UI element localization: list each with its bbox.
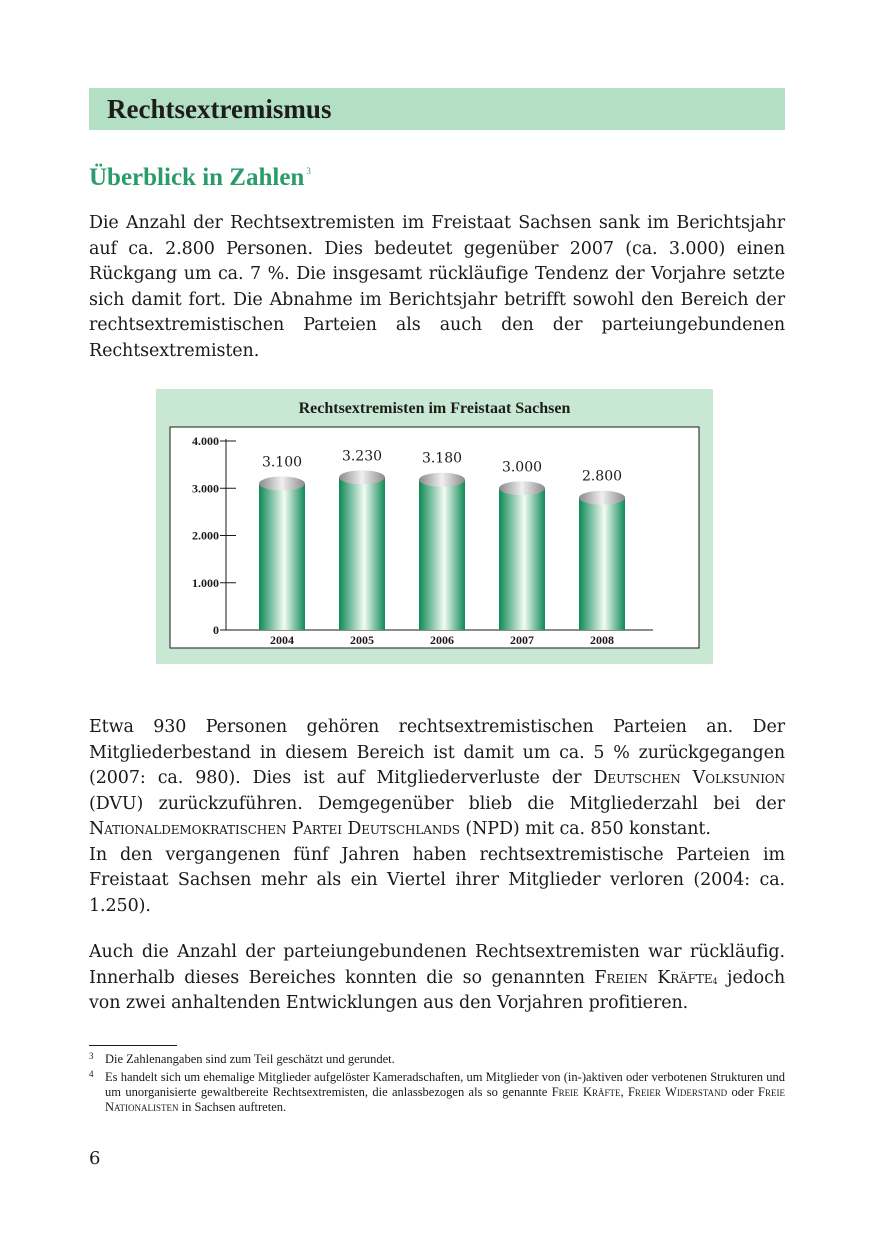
bar-cap-2004 bbox=[259, 477, 305, 491]
footnote-4-name-freier-widerstand: Freier Widerstand bbox=[627, 1085, 728, 1099]
bar-cap-2005 bbox=[339, 470, 385, 484]
footnote-ref-3: 3 bbox=[306, 166, 311, 176]
chart-container bbox=[156, 389, 713, 664]
paragraph-intro: Die Anzahl der Rechtsextremisten im Freistaat Sachsen sank im Berichtsjahr auf ca. 2.800 Personen. Dies bedeutet gegenüber 2007 (ca. 3.000) einen Rückgang um ca. 7 %. Die insgesamt rückläufige Tendenz der Vorjahre setzte sich damit fort. Die Abnahme im Berichtsjahr betrifft sowohl den Bereich der rechtsextremistischen Parteien als auch den der parteiungebundenen Rechtsextremisten. bbox=[89, 213, 785, 361]
bar-2004 bbox=[259, 484, 305, 630]
x-tick-label-2005: 2005 bbox=[350, 633, 374, 647]
chart-title: Rechtsextremisten im Freistaat Sachsen bbox=[298, 400, 571, 417]
footnote-4-text-b: in Sachsen auftreten. bbox=[178, 1100, 287, 1114]
bar-chart bbox=[156, 389, 713, 664]
footnote-3-number: 3 bbox=[89, 1051, 94, 1061]
footnote-4-sep1: , bbox=[620, 1085, 628, 1099]
bar-2005 bbox=[339, 477, 385, 630]
x-tick-label-2008: 2008 bbox=[590, 633, 614, 647]
subheading-text: Überblick in Zahlen bbox=[89, 164, 305, 191]
bar-value-label-2004: 3.100 bbox=[261, 454, 303, 471]
x-tick-label-2004: 2004 bbox=[270, 633, 294, 647]
y-tick-label-3000: 3.000 bbox=[192, 481, 219, 496]
y-tick-label-0: 0 bbox=[213, 623, 219, 637]
y-tick-label-2000: 2.000 bbox=[192, 528, 219, 543]
x-tick-label-2006: 2006 bbox=[430, 633, 454, 647]
bar-value-label-2006: 3.180 bbox=[421, 450, 463, 467]
x-tick-label-2007: 2007 bbox=[510, 633, 534, 647]
bar-value-label-2008: 2.800 bbox=[581, 468, 623, 485]
y-tick-label-4000: 4.000 bbox=[192, 434, 219, 448]
page-title: Rechtsextremismus bbox=[107, 93, 332, 124]
footnote-3-text: Die Zahlenangaben sind zum Teil geschätzt und gerundet. bbox=[105, 1052, 395, 1066]
footnote-4-name-freie-kraefte: Freie Kräfte bbox=[551, 1085, 621, 1099]
y-tick-label-1000: 1.000 bbox=[192, 575, 219, 590]
bar-2007 bbox=[499, 488, 545, 630]
paragraph-parties-text-b: (DVU) zurückzuführen. Demgegenüber blieb die Mitgliederzahl bei der bbox=[89, 793, 785, 814]
footnote-ref-4: 4 bbox=[712, 976, 718, 986]
bar-cap-2007 bbox=[499, 481, 545, 495]
footnote-4-name-freie-nationalisten: Freie Nationalisten bbox=[105, 1085, 785, 1114]
footnote-4-text bbox=[105, 1070, 785, 1115]
freie-kraefte-term: Freien Kräfte bbox=[594, 967, 713, 988]
paragraph-parties-text-c: (NPD) mit ca. 850 konstant. bbox=[459, 819, 711, 839]
paragraph-parties-text-a: Etwa 930 Personen gehören rechtsextremistischen Parteien an. Der Mitgliederbestand in diesem Bereich ist damit um ca. 5 % zurückgegangen (2007: ca. 980). Dies ist auf Mitgliederverluste der bbox=[89, 717, 785, 788]
bar-value-label-2005: 3.230 bbox=[341, 448, 383, 465]
dvu-name: Deutschen Volksunion bbox=[593, 768, 785, 788]
bar-value-label-2007: 3.000 bbox=[501, 459, 543, 476]
bar-2006 bbox=[419, 480, 465, 630]
footnote-4-sep2: oder bbox=[727, 1085, 759, 1099]
footnote-4-text-a: Es handelt sich um ehemalige Mitglieder aufgelöster Kameradschaften, um Mitglieder von (in-)aktiven oder verbotenen Strukturen und um unorganisierte gewaltbereite Rechtsextremisten, die anlassbezogen als so genannte bbox=[105, 1070, 785, 1099]
paragraph-parties-text-d: In den vergangenen fünf Jahren haben rechtsextremistische Parteien im Freistaat Sachsen mehr als ein Viertel ihrer Mitglieder verloren (2004: ca. 1.250). bbox=[89, 844, 785, 916]
footnote-4-number: 4 bbox=[89, 1069, 94, 1079]
paragraph-unaffiliated-text-a: Auch die Anzahl der parteiungebundenen Rechtsextremisten war rückläufig. Innerhalb dieses Bereiches konnten die so genannten bbox=[89, 942, 785, 988]
npd-name: Nationaldemokratischen Partei Deutschlands bbox=[89, 819, 460, 839]
paragraph-unaffiliated-text-b: jedoch von zwei anhaltenden Entwicklungen aus den Vorjahren profitieren. bbox=[89, 967, 785, 1013]
paragraph-unaffiliated bbox=[89, 940, 785, 1017]
bar-cap-2008 bbox=[579, 491, 625, 505]
section-title-bar bbox=[89, 88, 785, 130]
footnote-4 bbox=[89, 1070, 785, 1115]
bar-2008 bbox=[579, 498, 625, 630]
bar-cap-2006 bbox=[419, 473, 465, 487]
footnote-3 bbox=[89, 1052, 785, 1067]
page-number: 6 bbox=[89, 1148, 101, 1169]
subheading bbox=[89, 164, 311, 192]
footnote-divider bbox=[89, 1045, 177, 1046]
paragraph-parties bbox=[89, 715, 785, 919]
